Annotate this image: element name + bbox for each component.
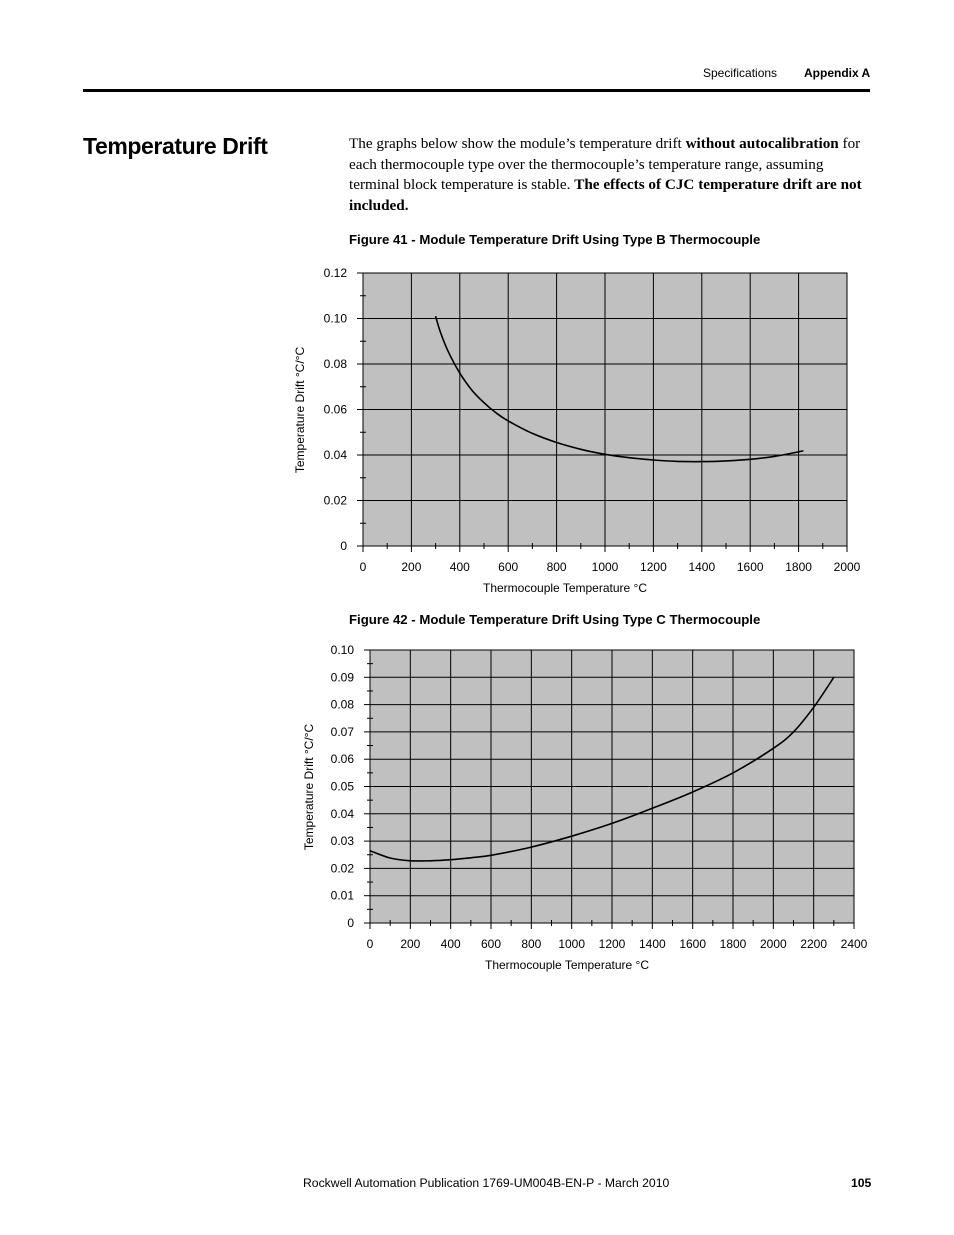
intro-text-run: without autocalibration <box>685 135 839 152</box>
y-tick-label: 0.01 <box>330 888 354 903</box>
y-tick-label: 0.12 <box>323 266 347 280</box>
y-tick-label: 0.08 <box>323 357 347 371</box>
y-tick-label: 0.09 <box>330 670 354 685</box>
x-tick-label: 1600 <box>736 560 764 574</box>
y-tick-label: 0.02 <box>330 861 354 876</box>
x-axis-label: Thermocouple Temperature °C <box>483 581 647 595</box>
x-tick-label: 800 <box>521 937 542 951</box>
x-tick-label: 800 <box>546 560 567 574</box>
y-axis-label: Temperature Drift °C/°C <box>302 723 316 851</box>
intro-text-run: for each thermocouple type over the thermocouple’s temperature range, assuming terminal block temperature is stable. <box>349 135 861 193</box>
x-tick-label: 2000 <box>759 937 787 951</box>
x-tick-label: 200 <box>401 560 422 574</box>
y-tick-label: 0.05 <box>330 779 354 794</box>
y-tick-label: 0 <box>340 539 347 553</box>
y-tick-label: 0.06 <box>330 752 354 767</box>
y-tick-label: 0 <box>347 916 354 930</box>
section-title: Temperature Drift <box>83 133 268 159</box>
running-header-section: Specifications <box>703 66 778 80</box>
y-tick-label: 0.07 <box>330 724 354 739</box>
y-tick-label: 0.08 <box>330 697 354 712</box>
x-tick-label: 1600 <box>679 937 707 951</box>
x-tick-label: 400 <box>440 937 461 951</box>
x-tick-label: 0 <box>359 560 367 574</box>
intro-text-run: The effects of CJC temperature drift are not included. <box>349 176 862 214</box>
y-tick-label: 0.02 <box>323 493 347 508</box>
x-tick-label: 400 <box>449 560 470 574</box>
running-header-appendix: Appendix A <box>804 66 871 80</box>
x-tick-label: 600 <box>498 560 519 574</box>
figure-41-caption: Figure 41 - Module Temperature Drift Using Type B Thermocouple <box>349 232 761 247</box>
x-tick-label: 600 <box>480 937 502 951</box>
x-tick-label: 2000 <box>833 560 861 574</box>
y-tick-label: 0.04 <box>323 448 347 462</box>
y-axis-label: Temperature Drift °C/°C <box>293 346 307 474</box>
x-tick-label: 1200 <box>640 560 667 574</box>
page-number: 105 <box>851 1176 872 1190</box>
y-tick-label: 0.06 <box>323 402 347 417</box>
x-axis-label: Thermocouple Temperature °C <box>485 958 649 972</box>
x-tick-label: 1400 <box>638 937 666 951</box>
x-tick-label: 1800 <box>785 560 812 574</box>
x-tick-label: 1800 <box>719 937 747 951</box>
intro-text-run: The graphs below show the module’s temperature drift <box>349 135 686 152</box>
x-tick-label: 200 <box>400 937 421 951</box>
x-tick-label: 1400 <box>688 560 716 574</box>
figure-42-caption: Figure 42 - Module Temperature Drift Using Type C Thermocouple <box>349 612 761 627</box>
x-tick-label: 1000 <box>591 560 619 574</box>
y-tick-label: 0.10 <box>330 643 354 657</box>
x-tick-label: 1200 <box>598 937 626 951</box>
y-tick-label: 0.10 <box>323 311 347 326</box>
y-tick-label: 0.03 <box>330 834 354 849</box>
x-tick-label: 2400 <box>840 937 868 951</box>
x-tick-label: 1000 <box>558 937 586 951</box>
y-tick-label: 0.04 <box>330 806 354 821</box>
footer-publication: Rockwell Automation Publication 1769-UM004B-EN-P - March 2010 <box>303 1176 670 1190</box>
x-tick-label: 2200 <box>800 937 828 951</box>
x-tick-label: 0 <box>366 937 374 951</box>
